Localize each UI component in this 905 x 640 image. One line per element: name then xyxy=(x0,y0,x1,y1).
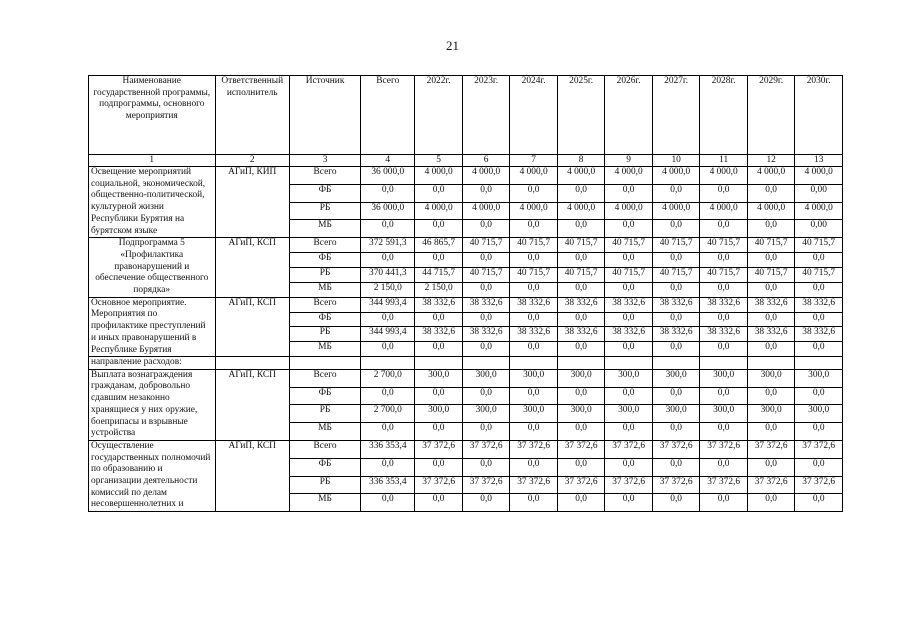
page-number: 21 xyxy=(446,38,459,53)
year-value-cell: 38 332,6 xyxy=(605,297,653,312)
header-year: 2029г. xyxy=(747,76,795,155)
year-value-cell: 300,0 xyxy=(510,369,558,387)
year-value-cell: 4 000,0 xyxy=(510,167,558,185)
year-value-cell: 0,0 xyxy=(462,282,510,297)
year-value-cell: 0,0 xyxy=(462,312,510,327)
column-number: 5 xyxy=(415,155,463,167)
column-number: 4 xyxy=(361,155,415,167)
source-cell: Всего xyxy=(289,238,360,253)
year-value-cell: 37 372,6 xyxy=(652,476,700,494)
year-value-cell: 0,0 xyxy=(557,282,605,297)
year-value-cell: 0,0 xyxy=(795,312,843,327)
year-value-cell: 0,0 xyxy=(605,342,653,357)
total-cell: 0,0 xyxy=(361,184,415,202)
year-value-cell: 37 372,6 xyxy=(557,476,605,494)
source-cell: РБ xyxy=(289,267,360,282)
year-value-cell: 0,0 xyxy=(510,458,558,476)
source-cell: МБ xyxy=(289,494,360,512)
year-value-cell: 0,0 xyxy=(510,312,558,327)
source-cell: ФБ xyxy=(289,458,360,476)
year-value-cell: 0,0 xyxy=(700,387,748,405)
year-value-cell: 38 332,6 xyxy=(795,297,843,312)
total-cell: 0,0 xyxy=(361,253,415,268)
year-value-cell: 4 000,0 xyxy=(795,202,843,220)
source-cell: Всего xyxy=(289,369,360,387)
year-value-cell: 0,0 xyxy=(510,423,558,441)
total-cell: 0,0 xyxy=(361,423,415,441)
year-value-cell: 0,0 xyxy=(652,494,700,512)
year-value-cell: 0,0 xyxy=(605,387,653,405)
year-value-cell: 4 000,0 xyxy=(415,202,463,220)
year-value-cell: 40 715,7 xyxy=(652,267,700,282)
year-value-cell: 38 332,6 xyxy=(605,327,653,342)
responsible-cell: АГиП, КИП xyxy=(215,167,289,238)
year-value-cell: 38 332,6 xyxy=(700,297,748,312)
year-value-cell: 0,0 xyxy=(700,342,748,357)
year-value-cell: 0,0 xyxy=(415,387,463,405)
year-value-cell: 0,0 xyxy=(557,494,605,512)
year-value-cell: 4 000,0 xyxy=(605,167,653,185)
header-year: 2027г. xyxy=(652,76,700,155)
year-value-cell: 0,0 xyxy=(700,282,748,297)
source-cell: ФБ xyxy=(289,387,360,405)
year-value-cell: 38 332,6 xyxy=(795,327,843,342)
year-value-cell: 0,0 xyxy=(747,458,795,476)
year-value-cell: 37 372,6 xyxy=(700,476,748,494)
year-value-cell: 0,0 xyxy=(415,312,463,327)
header-year: 2023г. xyxy=(462,76,510,155)
year-value-cell: 4 000,0 xyxy=(795,167,843,185)
section-label: направление расходов: xyxy=(89,357,216,370)
year-value-cell: 0,00 xyxy=(795,220,843,238)
year-value-cell: 37 372,6 xyxy=(605,440,653,458)
year-value-cell: 0,0 xyxy=(747,387,795,405)
year-value-cell: 0,0 xyxy=(605,423,653,441)
year-value-cell: 40 715,7 xyxy=(700,267,748,282)
total-cell: 0,0 xyxy=(361,387,415,405)
column-number: 2 xyxy=(215,155,289,167)
year-value-cell: 40 715,7 xyxy=(557,267,605,282)
year-value-cell: 0,0 xyxy=(510,184,558,202)
year-value-cell: 0,0 xyxy=(652,423,700,441)
year-value-cell: 0,0 xyxy=(557,458,605,476)
year-value-cell: 0,0 xyxy=(747,342,795,357)
year-value-cell: 0,00 xyxy=(795,184,843,202)
year-value-cell: 0,0 xyxy=(605,184,653,202)
year-value-cell: 44 715,7 xyxy=(415,267,463,282)
total-cell: 2 700,0 xyxy=(361,369,415,387)
column-number: 1 xyxy=(89,155,216,167)
year-value-cell: 40 715,7 xyxy=(462,238,510,253)
year-value-cell: 0,0 xyxy=(795,342,843,357)
year-value-cell: 0,0 xyxy=(510,494,558,512)
column-number: 9 xyxy=(605,155,653,167)
section-row xyxy=(89,357,843,370)
source-cell: РБ xyxy=(289,202,360,220)
year-value-cell: 40 715,7 xyxy=(510,238,558,253)
year-value-cell: 300,0 xyxy=(557,405,605,423)
budget-table xyxy=(88,75,843,512)
year-value-cell: 38 332,6 xyxy=(700,327,748,342)
year-value-cell: 0,0 xyxy=(652,458,700,476)
year-value-cell: 40 715,7 xyxy=(795,267,843,282)
year-value-cell: 0,0 xyxy=(415,458,463,476)
total-cell: 0,0 xyxy=(361,494,415,512)
year-value-cell: 0,0 xyxy=(605,312,653,327)
year-value-cell: 0,0 xyxy=(510,387,558,405)
header-responsible: Ответственный исполнитель xyxy=(215,76,289,155)
year-value-cell: 0,0 xyxy=(747,312,795,327)
year-value-cell: 4 000,0 xyxy=(557,167,605,185)
source-cell: Всего xyxy=(289,440,360,458)
program-name-cell: Освещение мероприятий социальной, экономической, общественно-политической, культурной жизни Республики Бурятия на бурятском языке xyxy=(89,167,216,238)
year-value-cell: 37 372,6 xyxy=(795,476,843,494)
year-value-cell: 0,0 xyxy=(652,342,700,357)
year-value-cell: 37 372,6 xyxy=(652,440,700,458)
table-row xyxy=(89,297,843,312)
year-value-cell: 0,0 xyxy=(795,253,843,268)
year-value-cell: 300,0 xyxy=(700,405,748,423)
year-value-cell: 0,0 xyxy=(700,458,748,476)
year-value-cell: 0,0 xyxy=(795,423,843,441)
year-value-cell: 0,0 xyxy=(747,253,795,268)
header-year: 2028г. xyxy=(700,76,748,155)
year-value-cell: 2 150,0 xyxy=(415,282,463,297)
year-value-cell: 0,0 xyxy=(605,253,653,268)
year-value-cell: 0,0 xyxy=(462,494,510,512)
year-value-cell: 0,0 xyxy=(700,253,748,268)
year-value-cell: 38 332,6 xyxy=(747,327,795,342)
year-value-cell: 0,0 xyxy=(462,423,510,441)
year-value-cell: 0,0 xyxy=(415,494,463,512)
year-value-cell: 0,0 xyxy=(415,253,463,268)
year-value-cell: 0,0 xyxy=(557,253,605,268)
year-value-cell: 46 865,7 xyxy=(415,238,463,253)
year-value-cell: 40 715,7 xyxy=(700,238,748,253)
total-cell: 372 591,3 xyxy=(361,238,415,253)
year-value-cell: 37 372,6 xyxy=(605,476,653,494)
year-value-cell: 300,0 xyxy=(557,369,605,387)
total-cell: 336 353,4 xyxy=(361,440,415,458)
year-value-cell: 38 332,6 xyxy=(415,327,463,342)
source-cell: МБ xyxy=(289,220,360,238)
year-value-cell: 300,0 xyxy=(747,405,795,423)
column-number: 10 xyxy=(652,155,700,167)
program-name-cell: Осуществление государственных полномочий по образованию и организации деятельности комиссий по делам несовершеннолетних и xyxy=(89,440,216,511)
source-cell: Всего xyxy=(289,167,360,185)
table-body xyxy=(89,369,843,511)
year-value-cell: 0,0 xyxy=(652,312,700,327)
year-value-cell: 0,0 xyxy=(652,282,700,297)
year-value-cell: 4 000,0 xyxy=(652,202,700,220)
year-value-cell: 37 372,6 xyxy=(700,440,748,458)
source-cell: ФБ xyxy=(289,253,360,268)
header-source: Источник xyxy=(289,76,360,155)
header-year: 2030г. xyxy=(795,76,843,155)
year-value-cell: 0,0 xyxy=(652,253,700,268)
source-cell: Всего xyxy=(289,297,360,312)
source-cell: РБ xyxy=(289,476,360,494)
year-value-cell: 37 372,6 xyxy=(795,440,843,458)
responsible-cell: АГиП, КСП xyxy=(215,238,289,298)
total-cell: 36 000,0 xyxy=(361,167,415,185)
year-value-cell: 4 000,0 xyxy=(700,202,748,220)
total-cell: 336 353,4 xyxy=(361,476,415,494)
year-value-cell: 37 372,6 xyxy=(462,440,510,458)
year-value-cell: 300,0 xyxy=(415,405,463,423)
total-cell: 0,0 xyxy=(361,312,415,327)
year-value-cell: 38 332,6 xyxy=(652,327,700,342)
source-cell: РБ xyxy=(289,405,360,423)
source-cell: МБ xyxy=(289,423,360,441)
year-value-cell: 40 715,7 xyxy=(795,238,843,253)
total-cell: 344 993,4 xyxy=(361,327,415,342)
year-value-cell: 4 000,0 xyxy=(462,167,510,185)
source-cell: ФБ xyxy=(289,184,360,202)
year-value-cell: 0,0 xyxy=(700,312,748,327)
year-value-cell: 300,0 xyxy=(700,369,748,387)
year-value-cell: 300,0 xyxy=(462,405,510,423)
section-row-group xyxy=(89,357,843,370)
column-number: 12 xyxy=(747,155,795,167)
column-number: 6 xyxy=(462,155,510,167)
year-value-cell: 38 332,6 xyxy=(462,327,510,342)
source-cell: МБ xyxy=(289,282,360,297)
year-value-cell: 300,0 xyxy=(510,405,558,423)
year-value-cell: 0,0 xyxy=(415,423,463,441)
program-name-cell: Выплата вознаграждения гражданам, добровольно сдавшим незаконно хранящиеся у них оружие, боеприпасы и взрывные устройства xyxy=(89,369,216,440)
year-value-cell: 0,0 xyxy=(557,387,605,405)
total-cell: 36 000,0 xyxy=(361,202,415,220)
year-value-cell: 300,0 xyxy=(652,369,700,387)
header-name: Наименование государственной программы, подпрограммы, основного мероприятия xyxy=(89,76,216,155)
year-value-cell: 300,0 xyxy=(747,369,795,387)
year-value-cell: 0,0 xyxy=(795,387,843,405)
year-value-cell: 0,0 xyxy=(747,494,795,512)
year-value-cell: 37 372,6 xyxy=(415,476,463,494)
year-value-cell: 4 000,0 xyxy=(652,167,700,185)
year-value-cell: 0,0 xyxy=(795,458,843,476)
year-value-cell: 0,0 xyxy=(700,220,748,238)
column-number: 11 xyxy=(700,155,748,167)
total-cell: 2 150,0 xyxy=(361,282,415,297)
year-value-cell: 300,0 xyxy=(605,405,653,423)
year-value-cell: 0,0 xyxy=(747,184,795,202)
year-value-cell: 0,0 xyxy=(462,387,510,405)
year-value-cell: 0,0 xyxy=(747,220,795,238)
year-value-cell: 4 000,0 xyxy=(415,167,463,185)
year-value-cell: 0,0 xyxy=(557,312,605,327)
year-value-cell: 0,0 xyxy=(652,387,700,405)
year-value-cell: 4 000,0 xyxy=(557,202,605,220)
year-value-cell: 4 000,0 xyxy=(700,167,748,185)
year-value-cell: 37 372,6 xyxy=(747,440,795,458)
year-value-cell: 38 332,6 xyxy=(415,297,463,312)
header-year: 2024г. xyxy=(510,76,558,155)
header-year: 2026г. xyxy=(605,76,653,155)
year-value-cell: 300,0 xyxy=(415,369,463,387)
year-value-cell: 38 332,6 xyxy=(462,297,510,312)
year-value-cell: 0,0 xyxy=(700,494,748,512)
year-value-cell: 0,0 xyxy=(605,220,653,238)
year-value-cell: 38 332,6 xyxy=(557,297,605,312)
year-value-cell: 0,0 xyxy=(462,253,510,268)
source-cell: РБ xyxy=(289,327,360,342)
year-value-cell: 37 372,6 xyxy=(462,476,510,494)
year-value-cell: 0,0 xyxy=(700,423,748,441)
year-value-cell: 300,0 xyxy=(652,405,700,423)
year-value-cell: 4 000,0 xyxy=(747,202,795,220)
total-cell: 0,0 xyxy=(361,342,415,357)
year-value-cell: 40 715,7 xyxy=(652,238,700,253)
year-value-cell: 0,0 xyxy=(605,494,653,512)
year-value-cell: 0,0 xyxy=(795,282,843,297)
year-value-cell: 0,0 xyxy=(462,458,510,476)
year-value-cell: 0,0 xyxy=(462,220,510,238)
year-value-cell: 300,0 xyxy=(795,405,843,423)
year-value-cell: 0,0 xyxy=(510,220,558,238)
year-value-cell: 0,0 xyxy=(510,282,558,297)
year-value-cell: 0,0 xyxy=(747,423,795,441)
program-name-cell: Основное мероприятие. Мероприятия по профилактике преступлений и иных правонарушений в Республике Бурятия xyxy=(89,297,216,357)
year-value-cell: 40 715,7 xyxy=(557,238,605,253)
source-cell: МБ xyxy=(289,342,360,357)
year-value-cell: 40 715,7 xyxy=(605,267,653,282)
year-value-cell: 38 332,6 xyxy=(652,297,700,312)
year-value-cell: 0,0 xyxy=(605,282,653,297)
year-value-cell: 37 372,6 xyxy=(510,440,558,458)
year-value-cell: 40 715,7 xyxy=(747,267,795,282)
year-value-cell: 0,0 xyxy=(510,342,558,357)
header-year: 2025г. xyxy=(557,76,605,155)
table-row xyxy=(89,440,843,458)
year-value-cell: 37 372,6 xyxy=(747,476,795,494)
table-body xyxy=(89,167,843,357)
header-total: Всего xyxy=(361,76,415,155)
year-value-cell: 0,0 xyxy=(652,220,700,238)
source-cell: ФБ xyxy=(289,312,360,327)
column-number: 13 xyxy=(795,155,843,167)
year-value-cell: 38 332,6 xyxy=(510,327,558,342)
responsible-cell: АГиП, КСП xyxy=(215,369,289,440)
year-value-cell: 0,0 xyxy=(795,494,843,512)
year-value-cell: 38 332,6 xyxy=(557,327,605,342)
year-value-cell: 37 372,6 xyxy=(510,476,558,494)
responsible-cell: АГиП, КСП xyxy=(215,297,289,357)
year-value-cell: 37 372,6 xyxy=(415,440,463,458)
year-value-cell: 0,0 xyxy=(415,220,463,238)
year-value-cell: 40 715,7 xyxy=(462,267,510,282)
year-value-cell: 0,0 xyxy=(557,423,605,441)
table-row xyxy=(89,369,843,387)
column-numbers-row xyxy=(89,155,843,167)
year-value-cell: 0,0 xyxy=(557,342,605,357)
year-value-cell: 37 372,6 xyxy=(557,440,605,458)
year-value-cell: 40 715,7 xyxy=(510,267,558,282)
year-value-cell: 40 715,7 xyxy=(747,238,795,253)
year-value-cell: 38 332,6 xyxy=(747,297,795,312)
total-cell: 0,0 xyxy=(361,458,415,476)
year-value-cell: 0,0 xyxy=(605,458,653,476)
total-cell: 2 700,0 xyxy=(361,405,415,423)
year-value-cell: 38 332,6 xyxy=(510,297,558,312)
header-year: 2022г. xyxy=(415,76,463,155)
year-value-cell: 0,0 xyxy=(557,220,605,238)
total-cell: 0,0 xyxy=(361,220,415,238)
year-value-cell: 0,0 xyxy=(652,184,700,202)
table-row xyxy=(89,167,843,185)
responsible-cell: АГиП, КСП xyxy=(215,440,289,511)
year-value-cell: 300,0 xyxy=(795,369,843,387)
header-row xyxy=(89,76,843,155)
column-number: 3 xyxy=(289,155,360,167)
table-row xyxy=(89,238,843,253)
column-number: 7 xyxy=(510,155,558,167)
year-value-cell: 0,0 xyxy=(415,342,463,357)
total-cell: 344 993,4 xyxy=(361,297,415,312)
year-value-cell: 0,0 xyxy=(462,342,510,357)
program-name-cell: Подпрограмма 5 «Профилактика правонарушений и обеспечение общественного порядка» xyxy=(89,238,216,298)
year-value-cell: 300,0 xyxy=(462,369,510,387)
year-value-cell: 4 000,0 xyxy=(510,202,558,220)
year-value-cell: 0,0 xyxy=(557,184,605,202)
year-value-cell: 4 000,0 xyxy=(462,202,510,220)
year-value-cell: 0,0 xyxy=(510,253,558,268)
year-value-cell: 0,0 xyxy=(415,184,463,202)
year-value-cell: 4 000,0 xyxy=(747,167,795,185)
year-value-cell: 300,0 xyxy=(605,369,653,387)
total-cell: 370 441,3 xyxy=(361,267,415,282)
year-value-cell: 40 715,7 xyxy=(605,238,653,253)
year-value-cell: 0,0 xyxy=(462,184,510,202)
column-number: 8 xyxy=(557,155,605,167)
year-value-cell: 4 000,0 xyxy=(605,202,653,220)
year-value-cell: 0,0 xyxy=(747,282,795,297)
year-value-cell: 0,0 xyxy=(700,184,748,202)
